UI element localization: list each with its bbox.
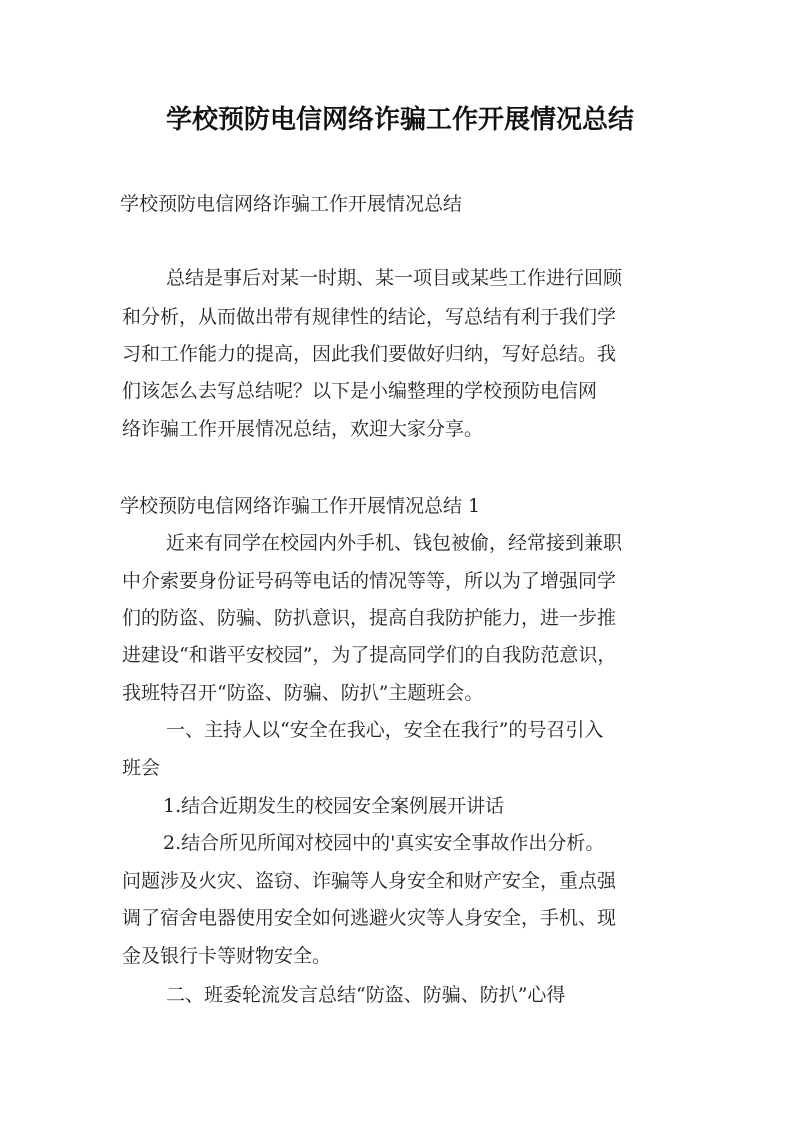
intro-line-1: 总结是事后对某一时期、某一项目或某些工作进行回顾: [166, 267, 623, 289]
section1-line: 班会: [122, 757, 161, 779]
section1-heading: 学校预防电信网络诈骗工作开展情况总结 1: [120, 495, 481, 517]
intro-line-3: 习和工作能力的提高，因此我们要做好归纳，写好总结。我: [122, 343, 617, 365]
section1-line: 进建设“和谐平安校园”，为了提高同学们的自我防范意识，: [122, 644, 617, 666]
section1-line: 一、主持人以“安全在我心，安全在我行”的号召引入: [166, 719, 604, 741]
section1-line: 2.结合所见所闻对校园中的'真实安全事故作出分析。: [163, 832, 605, 854]
intro-line-4: 们该怎么去写总结呢？以下是小编整理的学校预防电信网: [122, 380, 598, 402]
section1-line: 近来有同学在校园内外手机、钱包被偷，经常接到兼职: [166, 532, 623, 554]
intro-line-2: 和分析，从而做出带有规律性的结论，写总结有利于我们学: [122, 306, 617, 328]
section1-line: 1.结合近期发生的校园安全案例展开讲话: [163, 795, 505, 817]
section1-line: 我班特召开“防盗、防骗、防扒”主题班会。: [122, 682, 484, 704]
section1-line: 问题涉及火灾、盗窃、诈骗等人身安全和财产安全，重点强: [122, 870, 617, 892]
section1-line: 金及银行卡等财物安全。: [122, 945, 332, 967]
document-subtitle: 学校预防电信网络诈骗工作开展情况总结: [120, 193, 463, 215]
page-title: 学校预防电信网络诈骗工作开展情况总结: [165, 105, 634, 135]
section1-line: 调了宿舍电器使用安全如何逃避火灾等人身安全，手机、现: [122, 907, 617, 929]
section1-line: 们的防盗、防骗、防扒意识，提高自我防护能力，进一步推: [122, 607, 617, 629]
intro-line-5: 络诈骗工作开展情况总结，欢迎大家分享。: [122, 418, 484, 440]
section1-line: 中介索要身份证号码等电话的情况等等，所以为了增强同学: [122, 570, 617, 592]
section1-line: 二、班委轮流发言总结“防盗、防骗、防扒”心得: [166, 984, 566, 1006]
